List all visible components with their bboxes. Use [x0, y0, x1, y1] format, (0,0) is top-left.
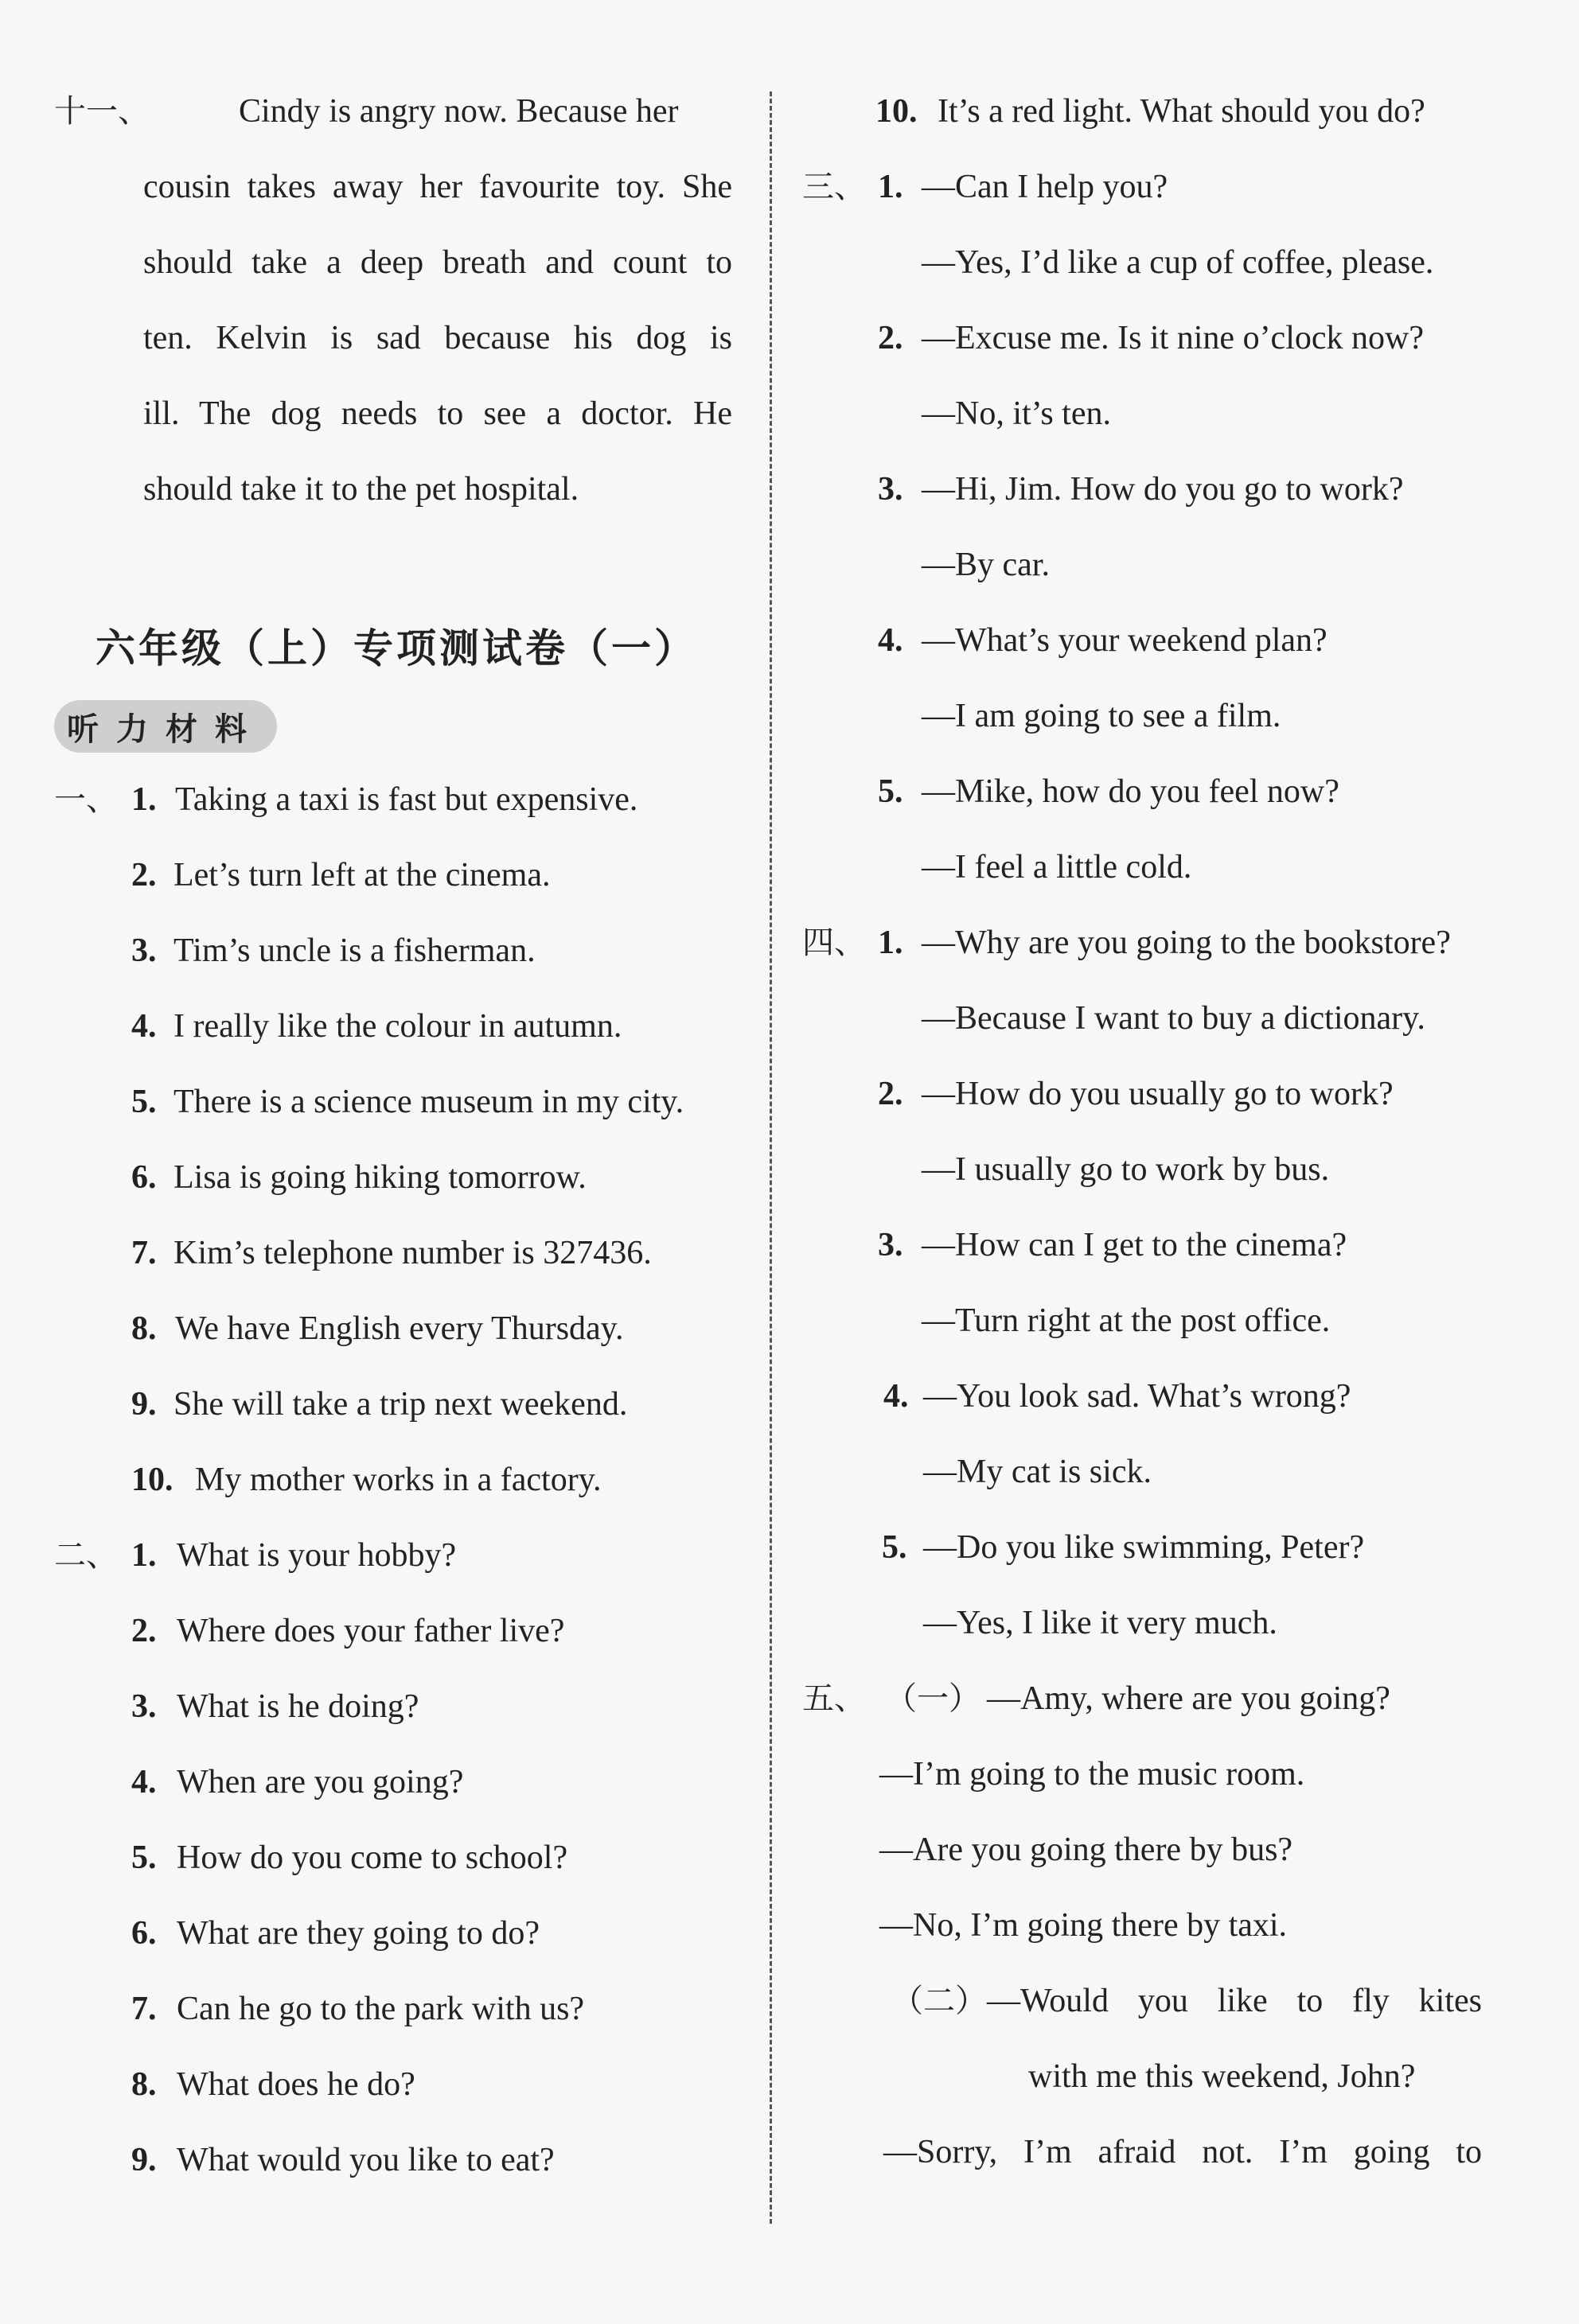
- item-number: 7.: [131, 1235, 157, 1271]
- section-11-line: should take it to the pet hospital.: [143, 471, 579, 508]
- listening-question: What does he do?: [177, 2066, 415, 2103]
- item-number: 2.: [131, 1613, 157, 1649]
- item-number: 9.: [131, 2142, 157, 2178]
- dialogue-line: —Are you going there by bus?: [879, 1832, 1293, 1868]
- listening-sentence: Tim’s uncle is a fisherman.: [173, 932, 536, 969]
- dialogue-answer: —Yes, I like it very much.: [923, 1605, 1277, 1641]
- test-title: 六年级（上）专项测试卷（一）: [96, 625, 697, 672]
- listening-question: What would you like to eat?: [177, 2142, 555, 2178]
- listening-question: What are they going to do?: [177, 1915, 540, 1952]
- item-number: 4.: [131, 1764, 157, 1800]
- item-number: 9.: [131, 1386, 157, 1423]
- dialogue-question: —How can I get to the cinema?: [922, 1227, 1347, 1263]
- listening-question: Where does your father live?: [177, 1613, 565, 1649]
- item-number: 3.: [131, 1688, 157, 1725]
- item-number: 4.: [883, 1378, 909, 1415]
- dialogue-question: —Why are you going to the bookstore?: [922, 925, 1451, 961]
- listening-sentence: My mother works in a factory.: [195, 1462, 602, 1498]
- part-1-marker: （一）: [885, 1680, 981, 1717]
- item-number: 10.: [875, 93, 918, 130]
- item-number: 7.: [131, 1991, 157, 2027]
- item-number: 4.: [131, 1008, 157, 1045]
- dialogue-answer: —I feel a little cold.: [922, 849, 1192, 886]
- item-number: 10.: [131, 1462, 173, 1498]
- listening-question: How do you come to school?: [177, 1839, 568, 1876]
- section-3-marker: 三、: [802, 169, 866, 205]
- item-number: 5.: [882, 1529, 907, 1566]
- dialogue-line: —No, I’m going there by taxi.: [879, 1907, 1288, 1944]
- item-number: 6.: [131, 1915, 157, 1952]
- item-number: 4.: [878, 622, 903, 659]
- dialogue-answer: —Because I want to buy a dictionary.: [922, 1000, 1425, 1037]
- item-number: 8.: [131, 2066, 157, 2103]
- item-number: 6.: [131, 1159, 157, 1196]
- item-number: 1.: [131, 1537, 157, 1574]
- listening-sentence: Lisa is going hiking tomorrow.: [173, 1159, 587, 1196]
- listening-question: Can he go to the park with us?: [177, 1991, 585, 2027]
- item-number: 3.: [878, 471, 903, 508]
- listening-sentence: There is a science museum in my city.: [173, 1084, 684, 1120]
- dialogue-line: —Sorry, I’m afraid not. I’m going to: [883, 2134, 1482, 2170]
- dialogue-answer: —My cat is sick.: [923, 1454, 1152, 1490]
- item-number: 1.: [878, 925, 903, 961]
- section-1-marker: 一、: [54, 781, 118, 818]
- listening-sentence: We have English every Thursday.: [175, 1310, 624, 1347]
- item-number: 3.: [131, 932, 157, 969]
- item-number: 5.: [131, 1084, 157, 1120]
- item-number: 2.: [878, 1076, 903, 1112]
- listening-sentence: Let’s turn left at the cinema.: [173, 857, 551, 893]
- dialogue-answer: —Yes, I’d like a cup of coffee, please.: [922, 244, 1434, 281]
- section-5-marker: 五、: [802, 1680, 866, 1717]
- dialogue-line: —Would you like to fly kites: [987, 1983, 1482, 2019]
- dialogue-question: —What’s your weekend plan?: [922, 622, 1328, 659]
- dialogue-question: —Can I help you?: [922, 169, 1168, 205]
- item-number: 8.: [131, 1310, 157, 1347]
- item-number: 1.: [131, 781, 157, 818]
- dialogue-answer: —I usually go to work by bus.: [922, 1151, 1330, 1188]
- section-11-line: ten. Kelvin is sad because his dog is: [143, 320, 732, 356]
- dialogue-answer: —No, it’s ten.: [922, 395, 1111, 432]
- item-number: 5.: [131, 1839, 157, 1876]
- listening-question: When are you going?: [177, 1764, 464, 1800]
- dialogue-question: —Do you like swimming, Peter?: [923, 1529, 1365, 1566]
- listening-material-badge: 听力材料: [54, 700, 277, 753]
- section-2-marker: 二、: [54, 1537, 118, 1574]
- item-number: 3.: [878, 1227, 903, 1263]
- section-11-line: Cindy is angry now. Because her: [239, 93, 679, 130]
- dialogue-question: —Excuse me. Is it nine o’clock now?: [922, 320, 1424, 356]
- dialogue-answer: —Turn right at the post office.: [922, 1302, 1331, 1339]
- dialogue-answer: —By car.: [922, 547, 1050, 583]
- dialogue-answer: —I am going to see a film.: [922, 698, 1281, 734]
- column-divider: [770, 91, 772, 2224]
- section-11-line: cousin takes away her favourite toy. She: [143, 169, 732, 205]
- section-11-marker: 十一、: [54, 93, 150, 130]
- listening-question: What is he doing?: [177, 1688, 419, 1725]
- dialogue-line: —Amy, where are you going?: [987, 1680, 1390, 1717]
- section-11-line: should take a deep breath and count to: [143, 244, 732, 281]
- dialogue-question: —Mike, how do you feel now?: [922, 773, 1339, 810]
- listening-sentence: She will take a trip next weekend.: [173, 1386, 628, 1423]
- dialogue-line: with me this weekend, John?: [1028, 2058, 1416, 2095]
- listening-question: What is your hobby?: [177, 1537, 457, 1574]
- part-2-marker: （二）: [891, 1983, 987, 2019]
- listening-sentence: Kim’s telephone number is 327436.: [173, 1235, 652, 1271]
- dialogue-line: —I’m going to the music room.: [879, 1756, 1305, 1793]
- dialogue-question: —Hi, Jim. How do you go to work?: [922, 471, 1404, 508]
- item-number: 2.: [878, 320, 903, 356]
- dialogue-question: —You look sad. What’s wrong?: [923, 1378, 1351, 1415]
- section-11-line: ill. The dog needs to see a doctor. He: [143, 395, 732, 432]
- listening-sentence: Taking a taxi is fast but expensive.: [175, 781, 638, 818]
- item-number: 5.: [878, 773, 903, 810]
- listening-question: It’s a red light. What should you do?: [938, 93, 1425, 130]
- listening-sentence: I really like the colour in autumn.: [173, 1008, 622, 1045]
- item-number: 1.: [878, 169, 903, 205]
- item-number: 2.: [131, 857, 157, 893]
- dialogue-question: —How do you usually go to work?: [922, 1076, 1394, 1112]
- section-4-marker: 四、: [802, 925, 866, 961]
